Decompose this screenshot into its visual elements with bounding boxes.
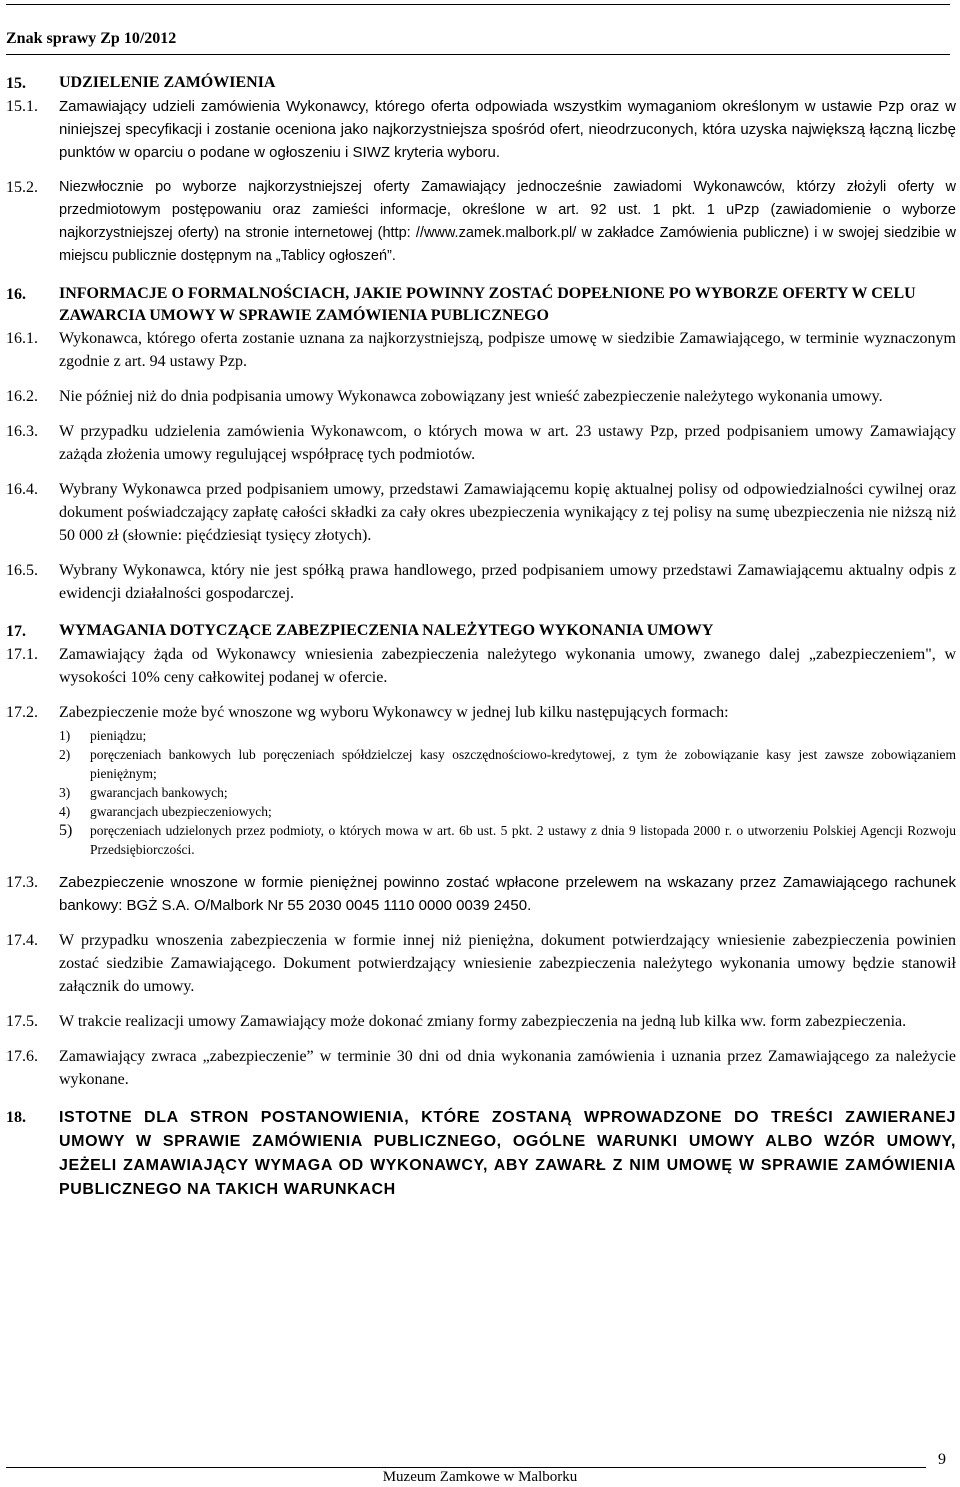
paragraph-number: 17.5. (6, 1013, 38, 1030)
section-15-heading (6, 72, 956, 95)
paragraph-text: W przypadku wnoszenia zabezpieczenia w formie innej niż pieniężna, dokument potwierdzający wniesienie zabezpieczenia powinien zostać siedzibie Zamawiającego. Dokument potwierdzający wniesienie zabezpieczenia należytego wykonania umowy będzie stanowił załącznik do umowy. (59, 932, 956, 995)
paragraph-text: Nie później niż do dnia podpisania umowy Wykonawca zobowiązany jest wnieść zabezpieczenie należytego wykonania umowy. (59, 388, 883, 405)
section-16-heading (6, 283, 956, 327)
section-number: 16. (6, 286, 26, 303)
paragraph-text: W trakcie realizacji umowy Zamawiający może dokonać zmiany formy zabezpieczenia na jedną lub kilka ww. form zabezpieczenia. (59, 1013, 907, 1030)
section-number: 17. (6, 623, 26, 640)
paragraph-text: W przypadku udzielenia zamówienia Wykonawcom, o których mowa w art. 23 ustawy Pzp, przed podpisaniem umowy Zamawiający zażąda złożenia umowy regulującej współpracę tych podmiotów. (59, 423, 956, 463)
section-18-heading (6, 1106, 956, 1202)
paragraph-number: 15.1. (6, 98, 38, 115)
paragraph-number: 17.6. (6, 1048, 38, 1065)
list-item-text: gwarancjach ubezpieczeniowych; (90, 804, 272, 819)
paragraph-16-5 (6, 559, 956, 605)
paragraph-number: 16.1. (6, 330, 38, 347)
list-item (59, 821, 956, 859)
list-item-number: 2) (59, 747, 71, 762)
paragraph-number: 15.2. (6, 179, 38, 196)
paragraph-number: 16.2. (6, 388, 38, 405)
paragraph-number: 16.5. (6, 562, 38, 579)
list-item (59, 802, 956, 821)
paragraph-text: Niezwłocznie po wyborze najkorzystniejszej oferty Zamawiający jednocześnie zawiadomi Wykonawców, którzy złożyli oferty w przedmiotowym postępowaniu oraz zamieści informacje, określone w art. 92 ust. 1 pkt. 1 uPzp (zawiadomienie o wyborze najkorzystniejszej oferty) na stronie internetowej (http: //www.zamek.malbork.pl/ w zakładce Zamówienia publiczne) i w swojej siedzibie w miejscu publicznie dostępnym na „Tablicy ogłoszeń”. (59, 179, 956, 264)
paragraph-16-1 (6, 327, 956, 373)
list-item-text: pieniądzu; (90, 728, 147, 743)
section-17-heading (6, 620, 956, 643)
security-forms-list (59, 726, 956, 859)
paragraph-text: Zabezpieczenie wnoszone w formie pieniężnej powinno zostać wpłacone przelewem na wskazany przez Zamawiającego rachunek bankowy: BGŻ S.A. O/Malbork Nr 55 2030 0045 1110 0000 0039 2450. (59, 874, 956, 914)
list-item-number: 3) (59, 785, 71, 800)
paragraph-17-1 (6, 643, 956, 689)
paragraph-number: 16.4. (6, 481, 38, 498)
paragraph-number: 16.3. (6, 423, 38, 440)
section-title: WYMAGANIA DOTYCZĄCE ZABEZPIECZENIA NALEŻYTEGO WYKONANIA UMOWY (59, 622, 714, 639)
paragraph-17-2 (6, 701, 956, 859)
section-title: INFORMACJE O FORMALNOŚCIACH, JAKIE POWINNY ZOSTAĆ DOPEŁNIONE PO WYBORZE OFERTY W CELU ZAWARCIA UMOWY W SPRAWIE ZAMÓWIENIA PUBLICZNEGO (59, 285, 916, 324)
paragraph-15-1 (6, 95, 956, 164)
header-rule-bottom (6, 54, 950, 55)
list-item-text: poręczeniach udzielonych przez podmioty, o których mowa w art. 6b ust. 5 pkt. 2 ustawy z dnia 9 listopada 2000 r. o utworzeniu Polskiej Agencji Rozwoju Przedsiębiorczości. (90, 823, 956, 857)
list-item-number: 1) (59, 728, 71, 743)
paragraph-17-3 (6, 871, 956, 917)
paragraph-17-6 (6, 1045, 956, 1091)
paragraph-16-3 (6, 420, 956, 466)
list-item-text: gwarancjach bankowych; (90, 785, 228, 800)
paragraph-text: Zabezpieczenie może być wnoszone wg wyboru Wykonawcy w jednej lub kilku następujących formach: (59, 704, 729, 721)
list-item-number: 4) (59, 804, 71, 819)
list-item (59, 745, 956, 783)
list-item (59, 726, 956, 745)
paragraph-17-5 (6, 1010, 956, 1033)
section-number: 15. (6, 75, 26, 92)
paragraph-text: Zamawiający żąda od Wykonawcy wniesienia zabezpieczenia należytego wykonania umowy, zwanego dalej „zabezpieczeniem", w wysokości 10% ceny całkowitej podanej w ofercie. (59, 646, 956, 686)
list-item (59, 783, 956, 802)
paragraph-text: Wybrany Wykonawca, który nie jest spółką prawa handlowego, przed podpisaniem umowy przedstawi Zamawiającemu aktualny odpis z ewidencji działalności gospodarczej. (59, 562, 956, 602)
page-number: 9 (938, 1451, 946, 1468)
paragraph-17-4 (6, 929, 956, 998)
paragraph-number: 17.3. (6, 874, 38, 891)
paragraph-number: 17.2. (6, 704, 38, 721)
footer-institution: Muzeum Zamkowe w Malborku (382, 1469, 578, 1485)
list-item-number: 5) (59, 822, 73, 839)
document-body (6, 72, 956, 1202)
paragraph-16-4 (6, 478, 956, 547)
paragraph-text: Wykonawca, którego oferta zostanie uznana za najkorzystniejszą, podpisze umowę w siedzibie Zamawiającego, w terminie wyznaczonym zgodnie z art. 94 ustawy Pzp. (59, 330, 956, 370)
paragraph-15-2 (6, 176, 956, 268)
section-number: 18. (6, 1109, 26, 1126)
list-item-text: poręczeniach bankowych lub poręczeniach spółdzielczej kasy oszczędnościowo-kredytowej, z tym że zobowiązanie kasy jest zawsze zobowiązaniem pieniężnym; (90, 747, 956, 781)
paragraph-text: Zamawiający udzieli zamówienia Wykonawcy, którego oferta odpowiada wszystkim wymaganiom określonym w ustawie Pzp oraz w niniejszej specyfikacji i zostanie oceniona jako najkorzystniejsza spośród ofert, nieodrzuconych, która uzyska największą łączną liczbę punktów w oparciu o podane w ogłoszeniu i SIWZ kryteria wyboru. (59, 98, 956, 161)
paragraph-number: 17.1. (6, 646, 38, 663)
section-title: UDZIELENIE ZAMÓWIENIA (59, 74, 276, 91)
section-title: ISTOTNE DLA STRON POSTANOWIENIA, KTÓRE ZOSTANĄ WPROWADZONE DO TREŚCI ZAWIERANEJ UMOWY W SPRAWIE ZAMÓWIENIA PUBLICZNEGO, OGÓLNE WARUNKI UMOWY ALBO WZÓR UMOWY, JEŻELI ZAMAWIAJĄCY WYMAGA OD WYKONAWCY, ABY ZAWARŁ Z NIM UMOWĘ W SPRAWIE ZAMÓWIENIA PUBLICZNEGO NA TAKICH WARUNKACH (59, 1109, 956, 1198)
case-reference: Znak sprawy Zp 10/2012 (6, 30, 177, 47)
header-rule-top (6, 4, 950, 5)
paragraph-text: Wybrany Wykonawca przed podpisaniem umowy, przedstawi Zamawiającemu kopię aktualnej polisy od odpowiedzialności cywilnej oraz dokument poświadczający zapłatę całości składki za cały okres ubezpieczenia wynikający z tej polisy na sumę ubezpieczenia nie niższą niż 50 000 zł (słownie: pięćdziesiąt tysięcy złotych). (59, 481, 956, 544)
paragraph-number: 17.4. (6, 932, 38, 949)
paragraph-16-2 (6, 385, 956, 408)
paragraph-text: Zamawiający zwraca „zabezpieczenie” w terminie 30 dni od dnia wykonania zamówienia i uznania przez Zamawiającego za należycie wykonane. (59, 1048, 956, 1088)
